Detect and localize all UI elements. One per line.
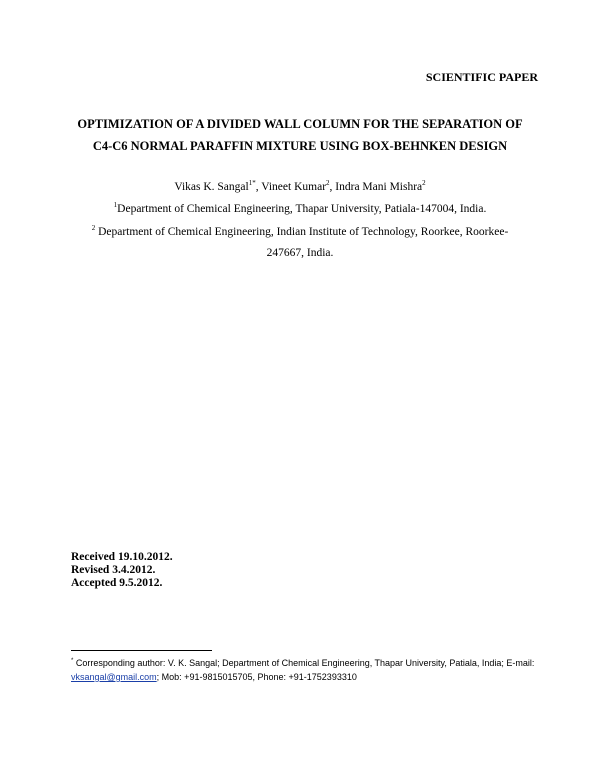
- revised-date: Revised 3.4.2012.: [71, 564, 156, 576]
- author-mark: 1*: [248, 179, 256, 188]
- paper-type-label: SCIENTIFIC PAPER: [425, 70, 538, 84]
- affiliation-mark: 1: [113, 201, 118, 210]
- author-name: Indra Mani Mishra: [335, 181, 423, 193]
- accepted-date: Accepted 9.5.2012.: [71, 577, 163, 589]
- author-name: Vikas K. Sangal: [174, 181, 249, 193]
- footnote: [71, 656, 541, 684]
- paper-title: [60, 113, 540, 157]
- submission-dates: [71, 551, 173, 590]
- email-link[interactable]: vksangal@gmail.com: [71, 672, 157, 682]
- affiliation-text: Department of Chemical Engineering, Thapar University, Patiala-147004, India.: [117, 203, 487, 215]
- author-list: Vikas K. Sangal$^{1*}$, Vineet Kumar$^2$, Indra Mani Mishra$^2$: [174, 179, 426, 193]
- author-mark: 2: [326, 179, 330, 188]
- author-name: Vineet Kumar: [261, 181, 327, 193]
- affiliation-mark: 2: [91, 224, 96, 233]
- affiliation-2: [75, 222, 525, 264]
- footnote-text: Corresponding author: V. K. Sangal; Department of Chemical Engineering, Thapar University, Patiala, India; E-mail:: [75, 658, 535, 668]
- footnote-mark: *: [71, 658, 74, 664]
- footnote-contact: ; Mob: +91-9815015705, Phone: +91-1752393310: [156, 672, 357, 682]
- footnote-separator: [71, 650, 212, 651]
- title-line-2: C4-C6 NORMAL PARAFFIN MIXTURE USING BOX-BEHNKEN DESIGN: [92, 139, 508, 153]
- title-line-1: OPTIMIZATION OF A DIVIDED WALL COLUMN FOR THE SEPARATION OF: [77, 117, 523, 131]
- affiliation-1: [0, 203, 600, 215]
- affiliation-text: Department of Chemical Engineering, Indian Institute of Technology, Roorkee, Roorkee-247667, India.: [98, 226, 509, 259]
- received-date: Received 19.10.2012.: [71, 551, 173, 563]
- author-mark: 2: [422, 179, 426, 188]
